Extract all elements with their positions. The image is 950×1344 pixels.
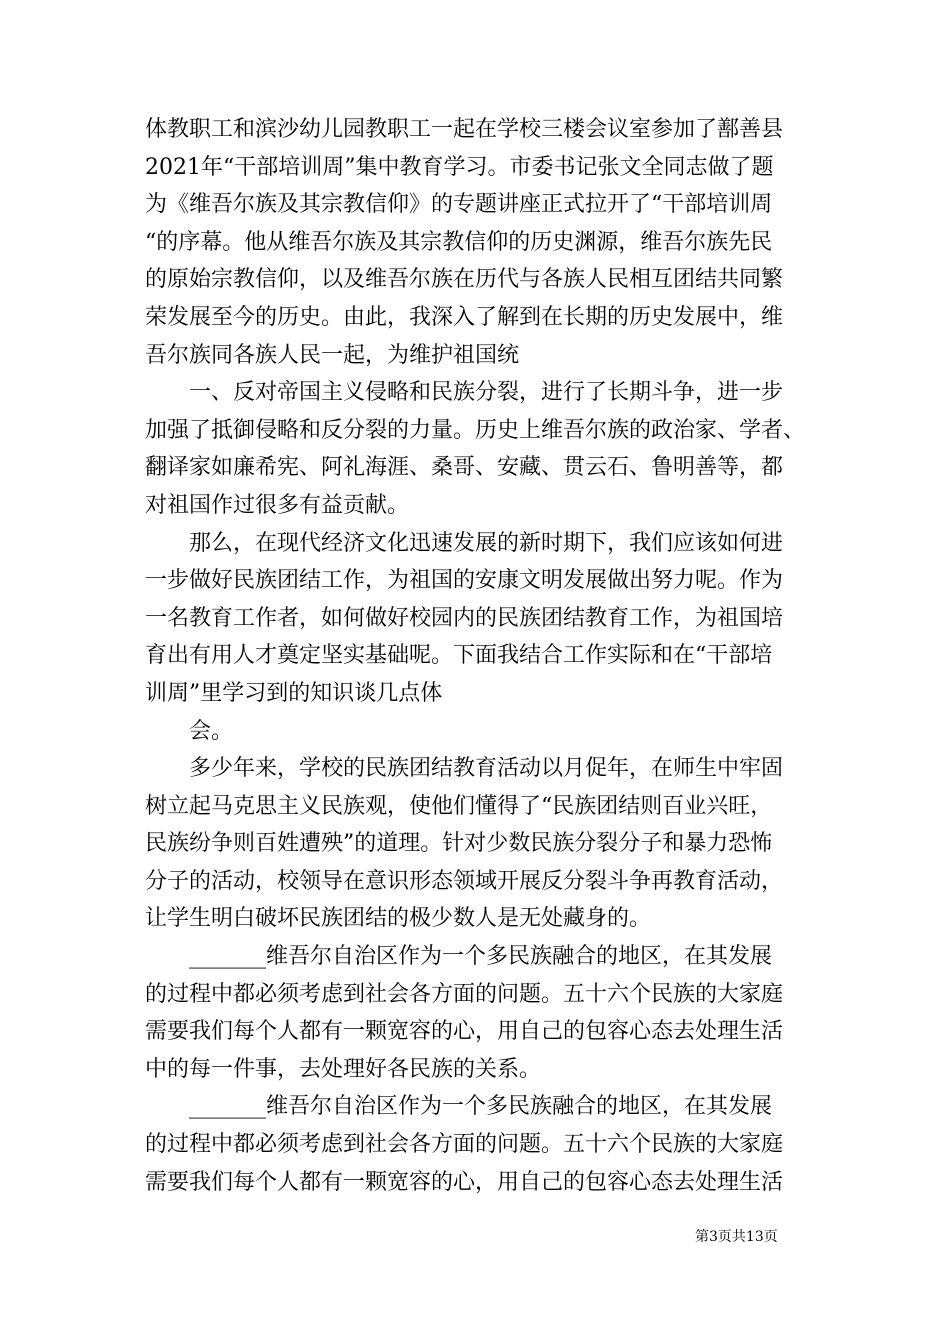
text-line: 需要我们每个人都有一颗宽容的心，用自己的包容心态去处理生活 [145, 1019, 784, 1045]
text-line: 一步做好民族团结工作，为祖国的安康文明发展做出努力呢。作为 [145, 568, 784, 594]
text-line: 树立起马克思主义民族观，使他们懂得了“民族团结则百业兴旺， [145, 793, 773, 819]
text-line: 育出有用人才奠定坚实基础呢。下面我结合工作实际和在“干部培 [145, 643, 773, 669]
text-line: _______维吾尔自治区作为一个多民族融合的地区，在其发展 [145, 944, 773, 970]
text-line: 加强了抵御侵略和反分裂的力量。历史上维吾尔族的政治家、学者、 [145, 417, 806, 443]
page-number: 第3页共13页 [695, 1229, 778, 1245]
text-line: 的过程中都必须考虑到社会各方面的问题。五十六个民族的大家庭 [145, 1132, 784, 1158]
text-line: 荣发展至今的历史。由此，我深入了解到在长期的历史发展中，维 [145, 304, 784, 330]
body-text [145, 111, 825, 1201]
text-line: _______维吾尔自治区作为一个多民族融合的地区，在其发展 [145, 1094, 773, 1120]
text-line: 翻译家如廉希宪、阿礼海涯、桑哥、安藏、贯云石、鲁明善等，都 [145, 455, 784, 481]
text-line: 为《维吾尔族及其宗教信仰》的专题讲座正式拉开了“干部培训周 [145, 192, 773, 218]
text-line: 对祖国作过很多有益贡献。 [145, 492, 410, 518]
text-line: 的原始宗教信仰，以及维吾尔族在历代与各族人民相互团结共同繁 [145, 267, 784, 293]
text-line: 一名教育工作者，如何做好校园内的民族团结教育工作，为祖国培 [145, 605, 784, 631]
text-line: 中的每一件事，去处理好各民族的关系。 [145, 1056, 542, 1082]
text-line: 需要我们每个人都有一颗宽容的心，用自己的包容心态去处理生活 [145, 1169, 784, 1195]
text-line: 吾尔族同各族人民一起，为维护祖国统 [145, 342, 520, 368]
text-line: “的序幕。他从维吾尔族及其宗教信仰的历史渊源，维吾尔族先民 [145, 229, 773, 255]
text-line: 那么，在现代经济文化迅速发展的新时期下，我们应该如何进 [145, 530, 784, 556]
text-line: 会。 [145, 718, 234, 744]
text-line: 分子的活动，校领导在意识形态领域开展反分裂斗争再教育活动， [145, 868, 784, 894]
text-line: 训周”里学习到的知识谈几点体 [145, 680, 443, 706]
text-line: 2021年“干部培训周”集中教育学习。市委书记张文全同志做了题 [145, 154, 774, 180]
text-line: 让学生明白破坏民族团结的极少数人是无处藏身的。 [145, 906, 652, 932]
text-line: 一、反对帝国主义侵略和民族分裂，进行了长期斗争，进一步 [145, 380, 784, 406]
text-line: 体教职工和滨沙幼儿园教职工一起在学校三楼会议室参加了鄯善县 [145, 117, 784, 142]
text-line: 民族纷争则百姓遭殃”的道理。针对少数民族分裂分子和暴力恐怖 [145, 831, 773, 857]
text-line: 的过程中都必须考虑到社会各方面的问题。五十六个民族的大家庭 [145, 981, 784, 1007]
text-line: 多少年来，学校的民族团结教育活动以月促年，在师生中牢固 [145, 756, 784, 782]
